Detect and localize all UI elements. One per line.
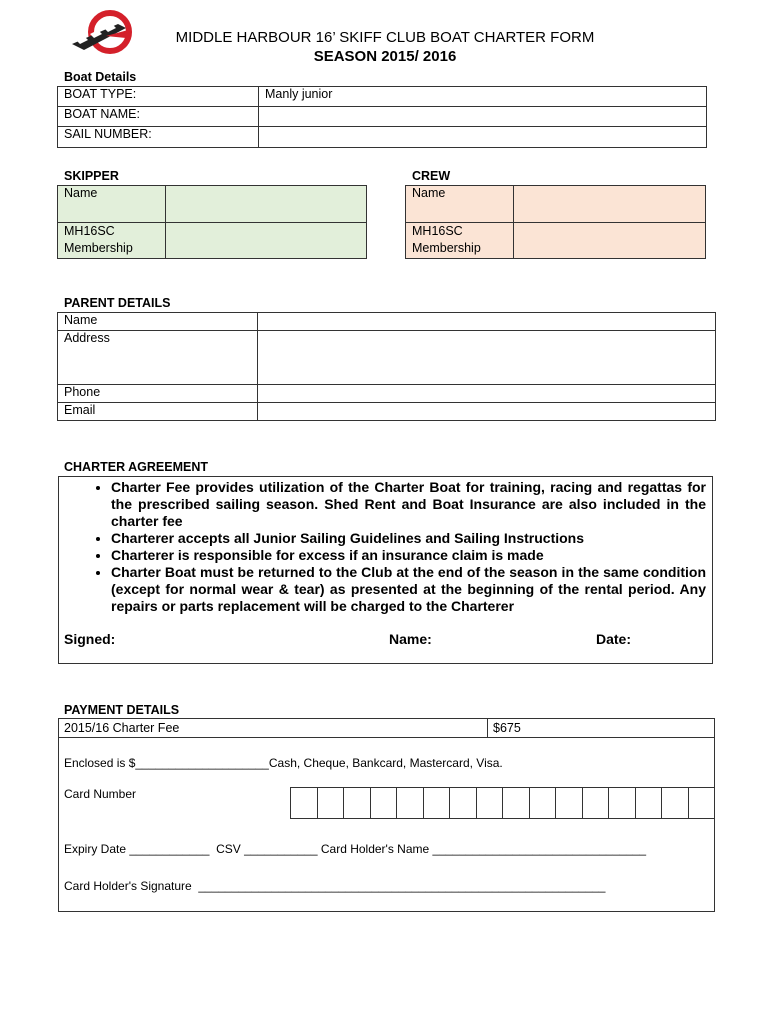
card-digit-box[interactable]	[291, 788, 318, 818]
signature-line[interactable]: Card Holder's Signature _____________________________________________________________	[64, 879, 606, 893]
skipper-membership-field[interactable]	[166, 223, 367, 259]
charter-agreement-heading: CHARTER AGREEMENT	[64, 460, 208, 474]
card-digit-box[interactable]	[530, 788, 557, 818]
crew-membership-line1: MH16SC	[412, 224, 463, 238]
enclosed-line[interactable]: Enclosed is $____________________Cash, Cheque, Bankcard, Mastercard, Visa.	[64, 756, 503, 770]
skipper-table	[57, 185, 367, 259]
card-digit-box[interactable]	[556, 788, 583, 818]
parent-details-table	[57, 312, 716, 421]
agreement-list	[59, 479, 712, 615]
skipper-name-label: Name	[58, 186, 166, 223]
parent-name-field[interactable]	[258, 313, 716, 331]
boat-details-heading: Boat Details	[64, 70, 137, 84]
crew-table	[405, 185, 706, 259]
signed-label: Signed:	[64, 631, 116, 647]
charter-fee-value: $675	[493, 721, 521, 735]
agreement-item: • Charterer accepts all Junior Sailing Guidelines and Sailing Instructions	[111, 530, 712, 547]
card-digit-box[interactable]	[344, 788, 371, 818]
card-digit-box[interactable]	[450, 788, 477, 818]
skipper-heading: SKIPPER	[64, 169, 119, 183]
parent-email-label: Email	[58, 403, 258, 421]
card-digit-box[interactable]	[397, 788, 424, 818]
date-label: Date:	[596, 631, 632, 647]
boat-name-label: BOAT NAME:	[58, 107, 259, 127]
form-title-text: MIDDLE HARBOUR 16’ SKIFF CLUB BOAT CHARTER FORM	[175, 29, 595, 46]
parent-phone-field[interactable]	[258, 385, 716, 403]
sail-number-label: SAIL NUMBER:	[58, 127, 259, 148]
card-number-boxes[interactable]	[290, 787, 715, 819]
skipper-membership-line1: MH16SC	[64, 224, 115, 238]
card-digit-box[interactable]	[371, 788, 398, 818]
card-digit-box[interactable]	[503, 788, 530, 818]
expiry-csv-holder-line[interactable]: Expiry Date ____________ CSV ___________ Card Holder's Name ________________________________	[64, 842, 647, 856]
parent-email-field[interactable]	[258, 403, 716, 421]
crew-name-label: Name	[406, 186, 514, 223]
crew-heading: CREW	[412, 169, 451, 183]
payment-details-heading: PAYMENT DETAILS	[64, 703, 180, 717]
crew-name-field[interactable]	[514, 186, 706, 223]
boat-type-label: BOAT TYPE:	[58, 87, 259, 107]
card-digit-box[interactable]	[662, 788, 689, 818]
form-title	[0, 28, 770, 66]
sail-number-field[interactable]	[259, 127, 707, 148]
crew-membership-field[interactable]	[514, 223, 706, 259]
crew-membership-label	[406, 223, 514, 259]
card-digit-box[interactable]	[424, 788, 451, 818]
parent-address-label: Address	[58, 331, 258, 385]
fee-divider	[487, 718, 488, 738]
boat-name-field[interactable]	[259, 107, 707, 127]
card-digit-box[interactable]	[609, 788, 636, 818]
agreement-item: • Charterer is responsible for excess if an insurance claim is made	[111, 547, 712, 564]
card-digit-box[interactable]	[636, 788, 663, 818]
skipper-membership-line2: Membership	[64, 241, 133, 255]
boat-details-table	[57, 86, 707, 148]
card-number-label: Card Number	[64, 787, 137, 801]
name-label: Name:	[389, 631, 432, 647]
skipper-membership-label	[58, 223, 166, 259]
charter-fee-label: 2015/16 Charter Fee	[64, 721, 180, 735]
parent-address-field[interactable]	[258, 331, 716, 385]
card-digit-box[interactable]	[477, 788, 504, 818]
agreement-item: • Charter Boat must be returned to the Club at the end of the season in the same condition (except for normal wear & tear) as presented at the beginning of the rental period. Any repairs or parts replacement will be charged to the Charterer	[111, 564, 712, 615]
boat-type-field[interactable]: Manly junior	[259, 87, 707, 107]
parent-details-heading: PARENT DETAILS	[64, 296, 171, 310]
parent-name-label: Name	[58, 313, 258, 331]
card-digit-box[interactable]	[583, 788, 610, 818]
parent-phone-label: Phone	[58, 385, 258, 403]
season-title: SEASON 2015/ 2016	[313, 48, 457, 65]
card-digit-box[interactable]	[318, 788, 345, 818]
skipper-name-field[interactable]	[166, 186, 367, 223]
crew-membership-line2: Membership	[412, 241, 481, 255]
agreement-item: • Charter Fee provides utilization of the Charter Boat for training, racing and regattas for the prescribed sailing season. Shed Rent and Boat Insurance are also included in the charter fee	[111, 479, 712, 530]
card-digit-box[interactable]	[689, 788, 715, 818]
